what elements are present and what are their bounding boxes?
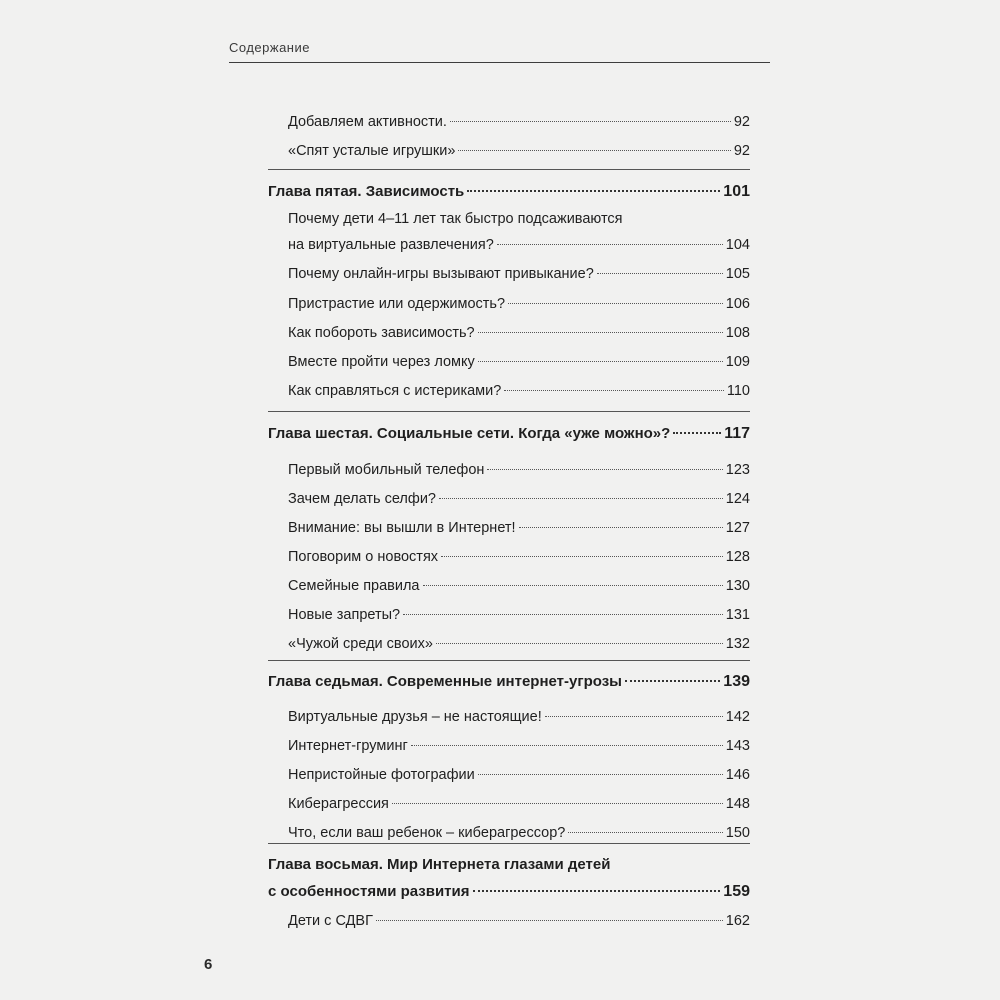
- entry-page: 127: [725, 520, 750, 536]
- entry-page: 131: [725, 607, 750, 623]
- entry-page: 108: [725, 325, 750, 341]
- dot-leader: [411, 745, 723, 746]
- toc-entry: [268, 766, 750, 784]
- entry-page: 130: [725, 578, 750, 594]
- chapter-heading: [268, 673, 750, 691]
- chapter-page: 117: [724, 425, 750, 442]
- dot-leader: [441, 556, 723, 557]
- dot-leader: [467, 190, 720, 192]
- dot-leader: [568, 832, 722, 833]
- header-rule: [229, 62, 770, 63]
- entry-title: Непристойные фотографии: [288, 767, 475, 783]
- dot-leader: [478, 774, 723, 775]
- toc-entry: [268, 265, 750, 283]
- chapter-heading: [268, 183, 750, 201]
- toc-entry: [268, 795, 750, 813]
- entry-page: 110: [726, 383, 750, 399]
- toc-entry: [268, 606, 750, 624]
- entry-page: 162: [725, 913, 750, 929]
- dot-leader: [519, 527, 723, 528]
- toc-entry: [268, 295, 750, 313]
- entry-title: Пристрастие или одержимость?: [288, 296, 506, 312]
- entry-page: 150: [725, 825, 750, 841]
- dot-leader: [673, 432, 721, 434]
- entry-title: Что, если ваш ребенок – кибeрагрессор?: [288, 825, 566, 841]
- chapter-title: Глава седьмая. Современные интернет-угрозы: [268, 673, 622, 690]
- entry-title: Как справляться с истериками?: [288, 383, 502, 399]
- entry-page: 128: [725, 549, 750, 565]
- running-head: Содержание: [229, 40, 310, 55]
- toc-entry: [268, 737, 750, 755]
- chapter-separator: [268, 843, 750, 844]
- dot-leader: [439, 498, 723, 499]
- entry-page: 146: [725, 767, 750, 783]
- entry-title-line1: Почему дети 4–11 лет так быстро подсаживаются: [288, 211, 623, 227]
- chapter-title-line2: с особенностями развития: [268, 883, 470, 900]
- entry-title: Кибeрагрессия: [288, 796, 389, 812]
- chapter-heading: [268, 883, 750, 901]
- toc-entry: [268, 912, 750, 930]
- dot-leader: [597, 273, 723, 274]
- entry-title: Виртуальные друзья – не настоящие!: [288, 709, 542, 725]
- toc-entry: [268, 382, 750, 400]
- entry-title: Внимание: вы вышли в Интернет!: [288, 520, 516, 536]
- entry-page: 132: [725, 636, 750, 652]
- toc-entry: [268, 824, 750, 842]
- entry-page: 92: [733, 143, 750, 159]
- entry-title: «Чужой среди своих»: [288, 636, 433, 652]
- dot-leader: [497, 244, 723, 245]
- page-number: 6: [204, 956, 213, 973]
- toc-entry: [268, 635, 750, 653]
- toc-entry: [268, 353, 750, 371]
- entry-page: 106: [725, 296, 750, 312]
- entry-title: Новые запреты?: [288, 607, 401, 623]
- dot-leader: [478, 332, 723, 333]
- entry-page: 124: [725, 491, 750, 507]
- toc-entry: [268, 142, 750, 160]
- chapter-separator: [268, 411, 750, 412]
- chapter-separator: [268, 169, 750, 170]
- chapter-title-line1: Глава восьмая. Мир Интернета глазами детей: [268, 856, 611, 873]
- entry-page: 92: [733, 114, 750, 130]
- chapter-title: Глава пятая. Зависимость: [268, 183, 465, 200]
- dot-leader: [436, 643, 723, 644]
- toc-entry: [268, 324, 750, 342]
- dot-leader: [458, 150, 730, 151]
- dot-leader: [392, 803, 723, 804]
- entry-title: «Спят усталые игрушки»: [288, 143, 456, 159]
- chapter-page: 159: [723, 883, 750, 900]
- dot-leader: [545, 716, 723, 717]
- entry-title: Почему онлайн-игры вызывают привыкание?: [288, 266, 594, 282]
- entry-page: 143: [725, 738, 750, 754]
- entry-title: Первый мобильный телефон: [288, 462, 485, 478]
- entry-page: 123: [725, 462, 750, 478]
- toc-entry: [268, 490, 750, 508]
- toc-entry: [268, 519, 750, 537]
- chapter-separator: [268, 660, 750, 661]
- chapter-page: 101: [723, 183, 750, 200]
- entry-title: Вместе пройти через ломку: [288, 354, 475, 370]
- dot-leader: [473, 890, 721, 892]
- entry-page: 148: [725, 796, 750, 812]
- dot-leader: [508, 303, 723, 304]
- entry-title: на виртуальные развлечения?: [288, 237, 494, 253]
- dot-leader: [625, 680, 720, 682]
- toc-entry: [268, 236, 750, 254]
- chapter-title: Глава шестая. Социальные сети. Когда «уже можно»?: [268, 425, 671, 442]
- toc-entry: [268, 708, 750, 726]
- toc-entry: [268, 577, 750, 595]
- entry-title: Поговорим о новостях: [288, 549, 439, 565]
- entry-title: Зачем делать селфи?: [288, 491, 436, 507]
- dot-leader: [423, 585, 723, 586]
- entry-title: Как побороть зависимость?: [288, 325, 475, 341]
- entry-title: Интернет-груминг: [288, 738, 408, 754]
- entry-title: Добавляем активности.: [288, 114, 447, 130]
- dot-leader: [376, 920, 723, 921]
- chapter-page: 139: [723, 673, 750, 690]
- dot-leader: [403, 614, 723, 615]
- toc-entry: [268, 461, 750, 479]
- dot-leader: [504, 390, 724, 391]
- dot-leader: [450, 121, 731, 122]
- entry-page: 104: [725, 237, 750, 253]
- entry-page: 105: [725, 266, 750, 282]
- chapter-heading: [268, 425, 750, 443]
- entry-title: Семейные правила: [288, 578, 420, 594]
- toc-entry: [268, 548, 750, 566]
- dot-leader: [487, 469, 722, 470]
- entry-page: 142: [725, 709, 750, 725]
- entry-page: 109: [725, 354, 750, 370]
- entry-title: Дети с СДВГ: [288, 913, 373, 929]
- toc-entry: [268, 113, 750, 131]
- dot-leader: [478, 361, 723, 362]
